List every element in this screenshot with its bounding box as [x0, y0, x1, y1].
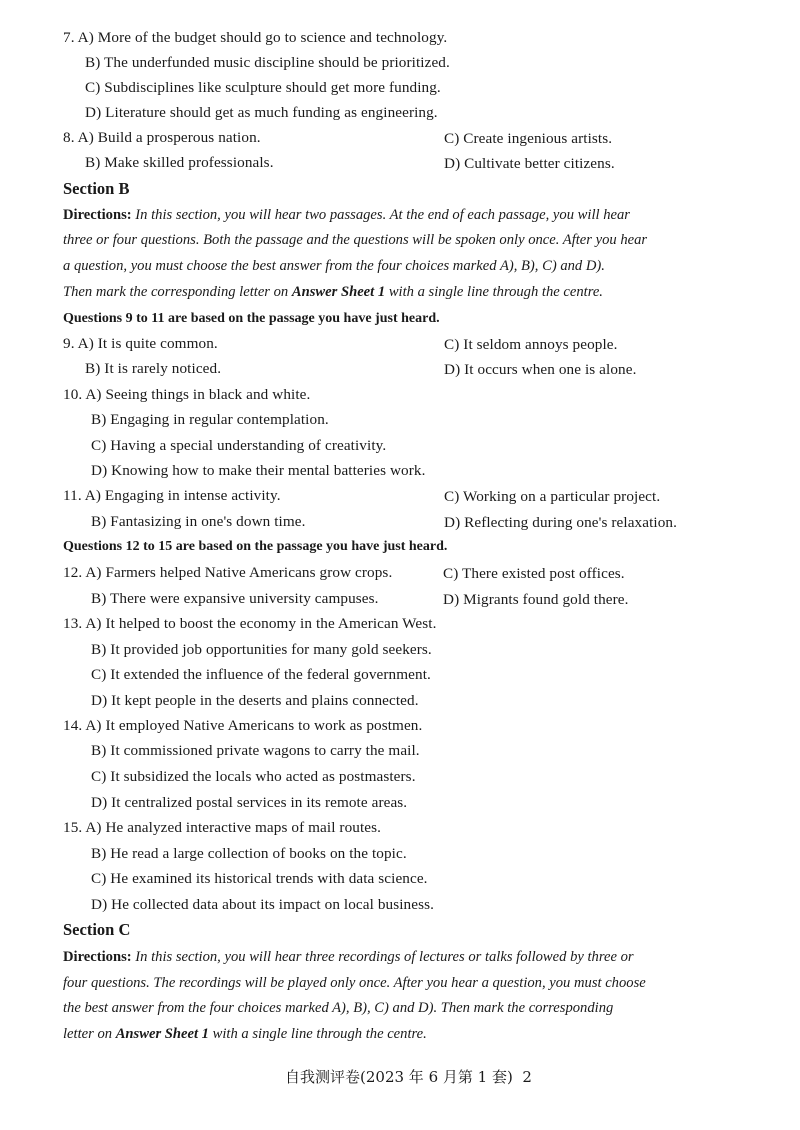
- section-b-directions-line3: a question, you must choose the best answer from the four choices marked A), B), C) and D).: [63, 258, 605, 274]
- q12-option-b: B) There were expansive university campuses.: [91, 590, 379, 607]
- q12-option-d: D) Migrants found gold there.: [443, 591, 629, 608]
- q9-option-a: 9. A) It is quite common.: [63, 335, 218, 352]
- q11-option-a: 11. A) Engaging in intense activity.: [63, 487, 281, 504]
- directions-label: Directions:: [63, 949, 132, 965]
- q10-option-b: B) Engaging in regular contemplation.: [91, 411, 329, 428]
- q15-option-c: C) He examined its historical trends with data science.: [91, 870, 428, 887]
- section-b-title: Section B: [63, 179, 130, 198]
- q10-option-c: C) Having a special understanding of creativity.: [91, 437, 387, 454]
- section-b-directions-line4: Then mark the corresponding letter on Answer Sheet 1 with a single line through the centre.: [63, 284, 603, 300]
- directions-label: Directions:: [63, 207, 132, 223]
- section-c-directions-line3: the best answer from the four choices marked A), B), C) and D). Then mark the corresponding: [63, 1000, 614, 1016]
- q15-option-b: B) He read a large collection of books on the topic.: [91, 845, 407, 862]
- q8-option-a: 8. A) Build a prosperous nation.: [63, 129, 261, 146]
- q10-option-d: D) Knowing how to make their mental batteries work.: [91, 462, 426, 479]
- q7-option-d: D) Literature should get as much funding as engineering.: [85, 104, 438, 121]
- question-group-9-11: Questions 9 to 11 are based on the passage you have just heard.: [63, 311, 440, 326]
- q13-option-c: C) It extended the influence of the federal government.: [91, 666, 431, 683]
- page-footer: [285, 1066, 532, 1087]
- page-number: 2: [522, 1068, 532, 1086]
- q15-option-a: 15. A) He analyzed interactive maps of mail routes.: [63, 819, 382, 836]
- section-b-directions-line2: three or four questions. Both the passage and the questions will be spoken only once. After you hear: [63, 232, 648, 248]
- q13-option-d: D) It kept people in the deserts and plains connected.: [91, 692, 419, 709]
- q12-option-a: 12. A) Farmers helped Native Americans grow crops.: [63, 564, 393, 581]
- q9-option-d: D) It occurs when one is alone.: [444, 361, 637, 378]
- q8-option-c: C) Create ingenious artists.: [444, 130, 613, 147]
- q7-option-b: B) The underfunded music discipline should be prioritized.: [85, 54, 450, 71]
- q14-option-b: B) It commissioned private wagons to carry the mail.: [91, 742, 420, 759]
- section-c-directions-line4: letter on Answer Sheet 1 with a single line through the centre.: [63, 1026, 427, 1042]
- q7-option-c: C) Subdisciplines like sculpture should get more funding.: [85, 79, 441, 96]
- q14-option-c: C) It subsidized the locals who acted as postmasters.: [91, 768, 416, 785]
- q7-option-a: 7. A) More of the budget should go to science and technology.: [63, 29, 448, 46]
- section-b-directions-line1: Directions: In this section, you will hear two passages. At the end of each passage, you will hear: [63, 207, 630, 223]
- q15-option-d: D) He collected data about its impact on local business.: [91, 896, 435, 913]
- q14-option-d: D) It centralized postal services in its remote areas.: [91, 794, 408, 811]
- q9-option-b: B) It is rarely noticed.: [85, 360, 222, 377]
- q12-option-c: C) There existed post offices.: [443, 565, 625, 582]
- q13-option-b: B) It provided job opportunities for many gold seekers.: [91, 641, 432, 658]
- q10-option-a: 10. A) Seeing things in black and white.: [63, 386, 311, 403]
- q9-option-c: C) It seldom annoys people.: [444, 336, 618, 353]
- q8-option-b: B) Make skilled professionals.: [85, 154, 274, 171]
- q11-option-d: D) Reflecting during one's relaxation.: [444, 514, 678, 531]
- q11-option-b: B) Fantasizing in one's down time.: [91, 513, 306, 530]
- section-c-directions-line1: Directions: In this section, you will hear three recordings of lectures or talks followed by three or: [63, 949, 634, 965]
- footer-title: 自我测评卷(2023 年 6 月第 1 套): [285, 1068, 513, 1086]
- q11-option-c: C) Working on a particular project.: [444, 488, 661, 505]
- q14-option-a: 14. A) It employed Native Americans to work as postmen.: [63, 717, 423, 734]
- section-c-title: Section C: [63, 920, 131, 939]
- section-c-directions-line2: four questions. The recordings will be played only once. After you hear a question, you must choose: [63, 975, 646, 991]
- q8-option-d: D) Cultivate better citizens.: [444, 155, 615, 172]
- question-group-12-15: Questions 12 to 15 are based on the passage you have just heard.: [63, 539, 448, 554]
- q13-option-a: 13. A) It helped to boost the economy in the American West.: [63, 615, 437, 632]
